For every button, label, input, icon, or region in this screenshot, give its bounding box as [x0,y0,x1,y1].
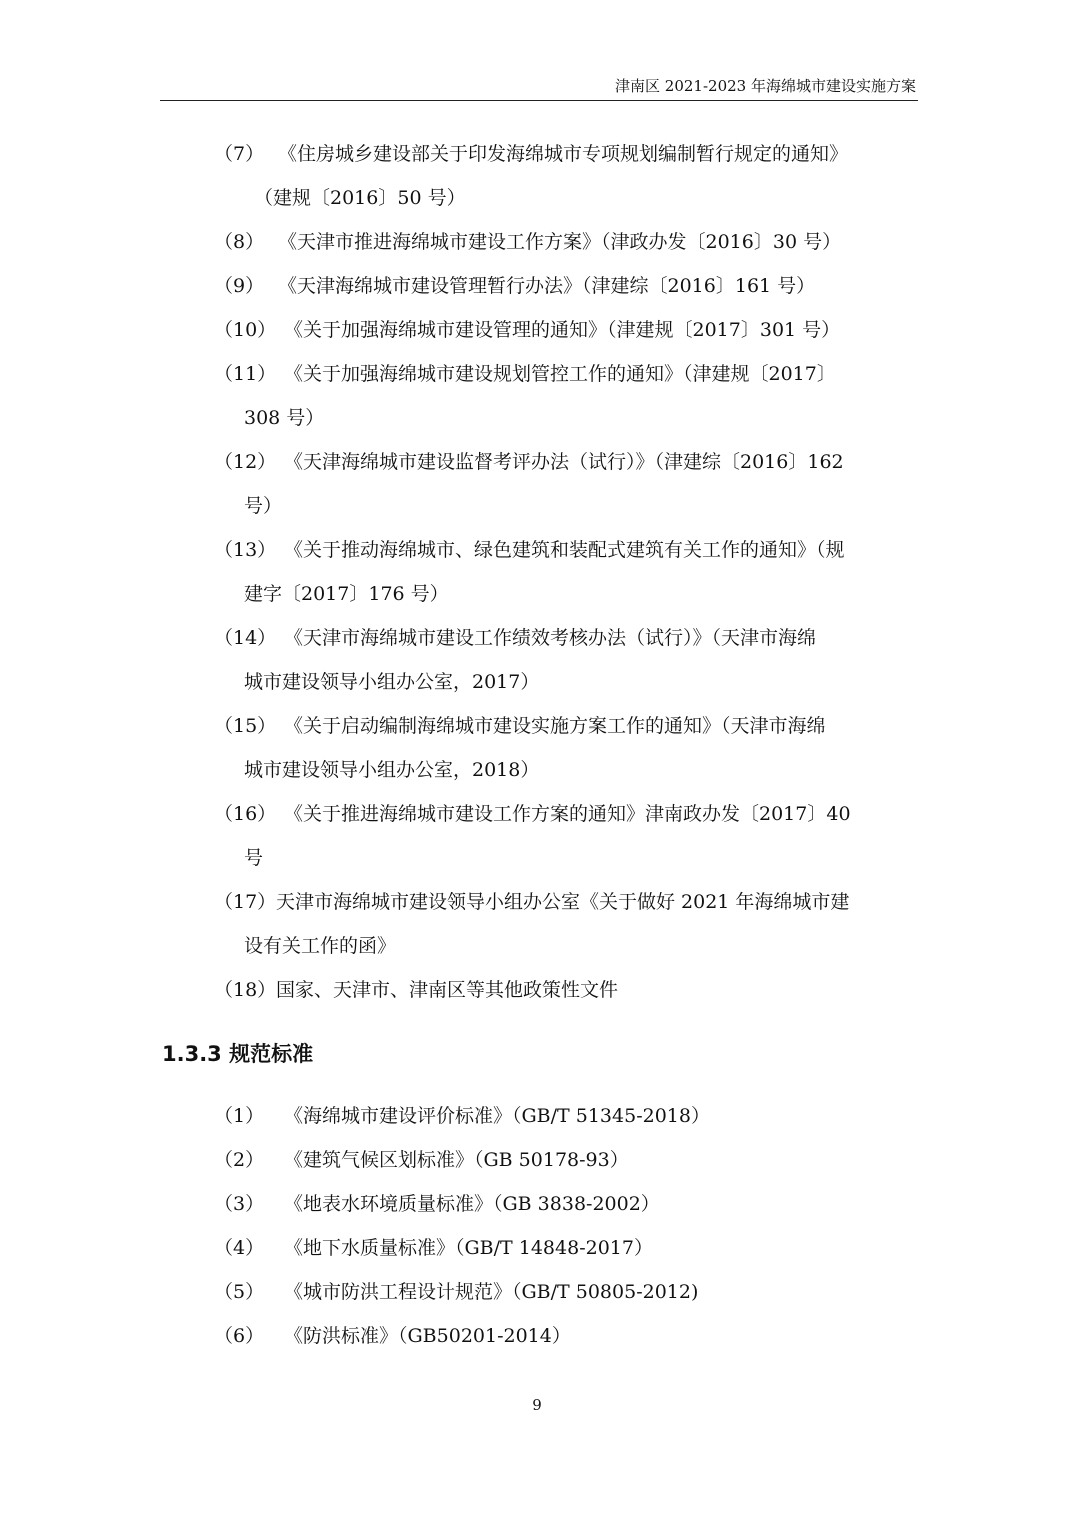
item-text: 《海绵城市建设评价标准》（GB/T 51345-2018） [284,1105,710,1127]
page-number: 9 [532,1396,542,1414]
item-number: （7） [214,143,265,165]
item-text-continued: 号 [244,847,264,869]
standard-item [214,1094,916,1138]
policy-item [214,264,916,308]
item-text: 《天津海绵城市建设监督考评办法（试行）》（津建综〔2016〕162 [284,451,844,473]
item-number: （13） [214,539,277,561]
item-number: （4） [214,1237,265,1259]
item-text-continued: 号） [244,495,283,517]
item-number: （11） [214,363,277,385]
item-text: 天津市海绵城市建设领导小组办公室《关于做好 2021 年海绵城市建 [276,891,850,913]
item-text: 《天津市海绵城市建设工作绩效考核办法（试行）》（天津市海绵 [284,627,817,649]
item-text: 《关于加强海绵城市建设规划管控工作的通知》（津建规〔2017〕 [284,363,836,385]
item-text: 《关于启动编制海绵城市建设实施方案工作的通知》（天津市海绵 [284,715,826,737]
item-text: 《建筑气候区划标准》（GB 50178-93） [284,1149,629,1171]
item-text: 《防洪标准》（GB50201-2014） [284,1325,571,1347]
standard-item [214,1138,916,1182]
policy-item [214,440,916,528]
item-number: （6） [214,1325,265,1347]
item-number: （18） [214,979,277,1001]
standard-item [214,1226,916,1270]
item-text: 《关于推动海绵城市、绿色建筑和装配式建筑有关工作的通知》（规 [284,539,845,561]
policy-item [214,792,916,880]
item-text-continued: 308 号） [244,407,325,429]
item-number: （9） [214,275,265,297]
item-text-continued: 设有关工作的函》 [244,935,397,957]
item-text: 《城市防洪工程设计规范》（GB/T 50805-2012) [284,1281,699,1303]
item-text: 《地表水环境质量标准》（GB 3838-2002） [284,1193,660,1215]
item-number: （1） [214,1105,265,1127]
policy-item [214,704,916,792]
item-number: （10） [214,319,277,341]
page-header [160,76,918,101]
item-text: 《天津市推进海绵城市建设工作方案》（津政办发〔2016〕30 号） [278,231,842,253]
item-number: （14） [214,627,277,649]
standard-item [214,1182,916,1226]
item-text: 国家、天津市、津南区等其他政策性文件 [276,979,619,1001]
section-heading: 1.3.3 规范标准 [162,1042,314,1066]
item-number: （17） [214,891,277,913]
policy-item [214,308,916,352]
item-number: （5） [214,1281,265,1303]
policy-item [214,132,916,220]
item-text: 《关于推进海绵城市建设工作方案的通知》津南政办发〔2017〕40 [284,803,851,825]
standard-item [214,1270,916,1314]
standard-item [214,1314,916,1358]
policy-item [214,528,916,616]
item-number: （15） [214,715,277,737]
item-text-continued: （建规〔2016〕50 号） [254,187,466,209]
item-number: （3） [214,1193,265,1215]
policy-item [214,616,916,704]
item-text: 《地下水质量标准》（GB/T 14848-2017） [284,1237,653,1259]
item-number: （12） [214,451,277,473]
header-title: 津南区 2021-2023 年海绵城市建设实施方案 [615,77,916,95]
policy-item [214,352,916,440]
item-text-continued: 建字〔2017〕176 号） [244,583,449,605]
policy-item [214,968,916,1012]
policy-item [214,880,916,968]
item-text-continued: 城市建设领导小组办公室，2018） [244,759,540,781]
item-number: （8） [214,231,265,253]
item-number: （16） [214,803,277,825]
item-text: 《关于加强海绵城市建设管理的通知》（津建规〔2017〕301 号） [284,319,841,341]
item-text-continued: 城市建设领导小组办公室，2017） [244,671,540,693]
item-number: （2） [214,1149,265,1171]
item-text: 《天津海绵城市建设管理暂行办法》（津建综〔2016〕161 号） [278,275,816,297]
policy-item [214,220,916,264]
item-text: 《住房城乡建设部关于印发海绵城市专项规划编制暂行规定的通知》 [278,143,849,165]
